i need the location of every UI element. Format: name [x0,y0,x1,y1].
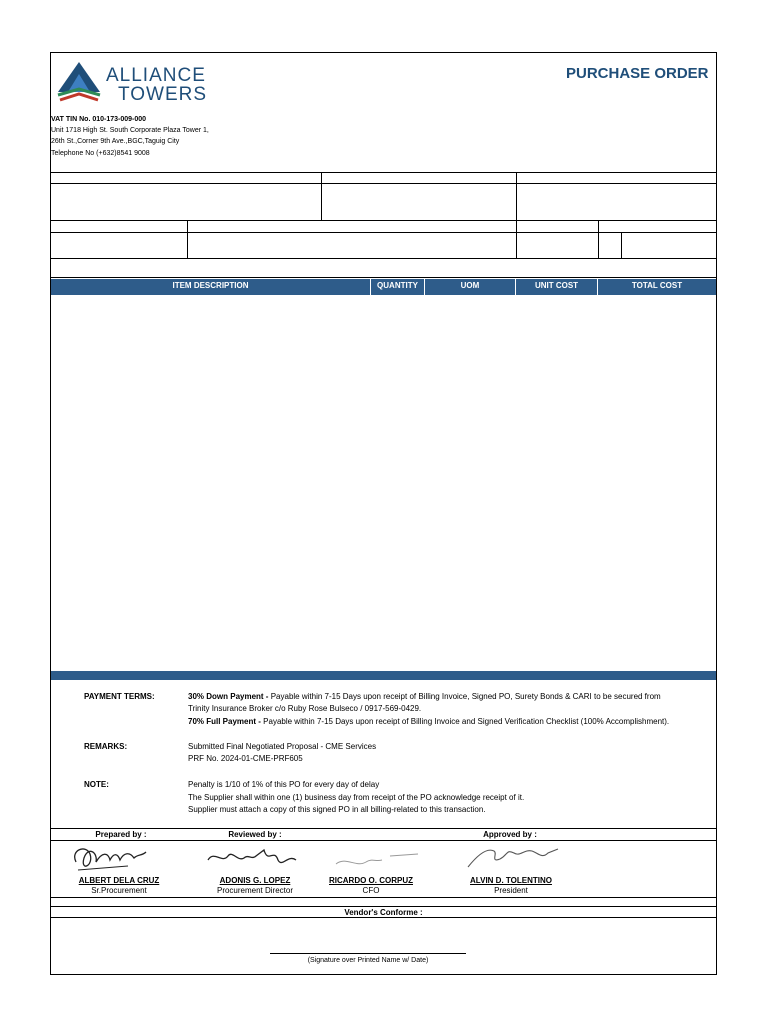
full-payment-text: Payable within 7-15 Days upon receipt of Billing Invoice and Signed Verification Checklist (100% Accomplishment). [263,717,670,726]
grid-line [51,840,716,841]
down-payment-text2: Trinity Insurance Broker c/o Ruby Rose Bulseco / 0917-569-0429. [188,704,422,713]
address-line1: Unit 1718 High St. South Corporate Plaza Tower 1, [51,127,209,134]
logo-line1: ALLIANCE [106,65,206,86]
preparer-name: ALBERT DELA CRUZ [78,876,160,885]
grid-line [516,220,517,258]
president-name: ALVIN D. TOLENTINO [470,876,552,885]
cfo-title: CFO [362,886,380,895]
grid-line [621,232,622,258]
col-uom: UOM [425,279,516,295]
note-line2: The Supplier shall within one (1) business day from receipt of the PO acknowledge receipt of it. [188,793,525,802]
full-payment-line [188,716,708,727]
reviewer-name: ADONIS G. LOPEZ [219,876,291,885]
president-title: President [494,886,528,895]
remarks-line2: PRF No. 2024-01-CME-PRF605 [188,754,303,763]
grid-line [51,183,716,184]
grid-line [51,277,716,278]
remarks-label: REMARKS: [84,742,128,751]
signature-icon [68,842,152,876]
phone: Telephone No (+632)8541 9008 [51,150,150,157]
grid-line [51,897,716,898]
signature-icon [462,843,562,873]
reviewer-title: Procurement Director [216,886,294,895]
logo-line2: TOWERS [118,84,208,105]
signature-icon [204,846,300,874]
address-line2: 26th St.,Corner 9th Ave.,BGC,Taguig City [51,138,180,145]
signature-icon [330,850,422,872]
down-payment-line [188,691,708,702]
grid-line [516,172,517,220]
remarks-line1: Submitted Final Negotiated Proposal - CME Services [188,742,377,751]
col-total-cost: TOTAL COST [631,281,683,290]
col-quantity: QUANTITY [371,279,425,295]
col-item-description: ITEM DESCRIPTION [51,279,371,295]
grid-line [51,232,716,233]
grid-line [51,172,716,173]
note-line1: Penalty is 1/10 of 1% of this PO for every day of delay [188,780,380,789]
full-payment-label: 70% Full Payment - [188,717,261,726]
grid-line [187,220,188,258]
reviewed-by-label: Reviewed by : [228,830,282,839]
payment-terms-label: PAYMENT TERMS: [84,692,155,701]
note-label: NOTE: [84,780,109,789]
vendor-conforme-label: Vendor's Conforme : [344,908,423,917]
vendor-signature-caption: (Signature over Printed Name w/ Date) [307,957,429,964]
down-payment-label: 30% Down Payment - [188,692,269,701]
document-title: PURCHASE ORDER [566,65,709,82]
cfo-name: RICARDO O. CORPUZ [329,876,413,885]
vendor-signature-line [270,953,466,954]
grid-line [598,220,599,258]
note-line3: Supplier must attach a copy of this signed PO in all billing-related to this transaction. [188,805,486,814]
col-unit-cost: UNIT COST [516,279,598,295]
items-footer-bar [51,671,716,680]
prepared-by-label: Prepared by : [95,830,147,839]
company-logo-icon [56,62,102,104]
approved-by-label: Approved by : [483,830,537,839]
grid-line [51,220,716,221]
vat-number: VAT TIN No. 010-173-009-000 [51,116,147,123]
down-payment-text: Payable within 7-15 Days upon receipt of Billing Invoice, Signed PO, Surety Bonds & CARI to be secured from [270,692,661,701]
grid-line [321,172,322,220]
grid-line [51,258,716,259]
preparer-title: Sr.Procurement [91,886,147,895]
